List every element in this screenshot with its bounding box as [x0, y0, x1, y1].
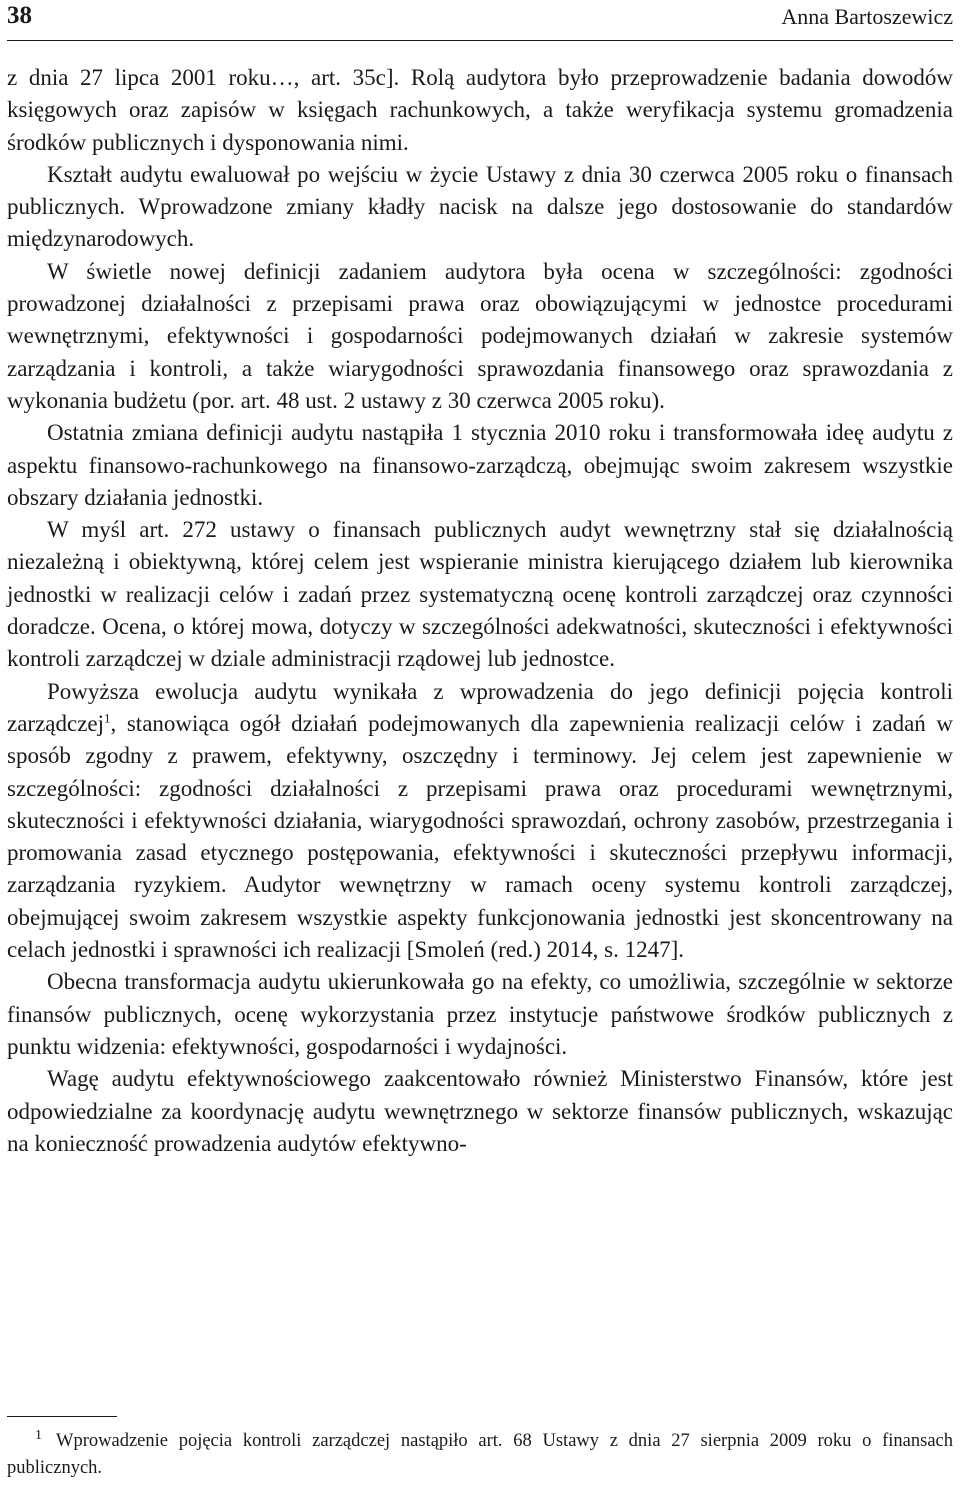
paragraph-2: Kształt audytu ewaluował po wejściu w życie Ustawy z dnia 30 czerwca 2005 roku o finansach publicznych. Wprowadzone zmiany kładły nacisk na dalsze jego dostosowanie do standardów międzynarodowych. [7, 161, 953, 252]
running-header [7, 0, 953, 41]
paragraph-6 [7, 676, 953, 967]
page-number: 38 [7, 2, 32, 29]
footnote-text: Wprowadzenie pojęcia kontroli zarządczej nastąpiło art. 68 Ustawy z dnia 27 sierpnia 2009 roku o finansach publicznych. [7, 1431, 953, 1478]
body-text [7, 62, 953, 1160]
paragraph-5: W myśl art. 272 ustawy o finansach publicznych audyt wewnętrzny stał się działalnością niezależną i obiektywną, której celem jest wspieranie ministra kierującego działem lub kierownika jednostki w realizacji celów i zadań przez systematyczną ocenę kontroli zarządczej oraz czynności doradcze. Ocena, o której mowa, dotyczy w szczególności adekwatności, skuteczności i efektywności kontroli zarządczej w dziale administracji rządowej lub jednostce. [7, 517, 953, 672]
running-header-author: Anna Bartoszewicz [781, 4, 953, 29]
paragraph-4: Ostatnia zmiana definicji audytu nastąpiła 1 stycznia 2010 roku i transformowała ideę audytu z aspektu finansowo-rachunkowego na finansowo-zarządczą, obejmując swoim zakresem wszystkie obszary działania jednostki. [7, 420, 953, 510]
paragraph-3: W świetle nowej definicji zadaniem audytora była ocena w szczególności: zgodności prowadzonej działalności z przepisami prawa oraz obowiązującymi w jednostce procedurami wewnętrznymi, efektywności i gospodarności podejmowanych działań w zakresie systemów zarządzania i kontroli, a także wiarygodności sprawozdania finansowego oraz sprawozdania z wykonania budżetu (por. art. 48 ust. 2 ustawy z 30 czerwca 2005 roku). [7, 258, 953, 413]
footnote-mark: 1 [35, 1427, 42, 1443]
paragraph-7: Obecna transformacja audytu ukierunkowała go na efekty, co umożliwia, szczególnie w sektorze finansów publicznych, ocenę wykorzystania przez instytucje państwowe środków publicznych z punktu widzenia: efektywności, gospodarności i wydajności. [7, 969, 953, 1059]
paragraph-6-text-end: , stanowiąca ogół działań podejmowanych dla zapewnienia realizacji celów i zadań w sposób zgodny z prawem, efektywny, oszczędny i terminowy. Jej celem jest zapewnienie w szczególności: zgodności działalności z przepisami prawa oraz procedurami wewnętrznymi, skuteczności i efektywności działania, wiarygodności sprawozdań, ochrony zasobów, przestrzegania i promowania zasad etycznego postępowania, efektywności i skuteczności przepływu informacji, zarządzania ryzykiem. Audytor wewnętrzny w ramach oceny systemu kontroli zarządczej, obejmującej swoim zakresem wszystkie aspekty funkcjonowania jednostki jest skoncentrowany na celach jednostki i sprawności ich realizacji [Smoleń (red.) 2014, s. 1247]. [7, 710, 953, 963]
paragraph-1: z dnia 27 lipca 2001 roku…, art. 35c]. Rolą audytora było przeprowadzenie badania dowodów księgowych oraz zapisów w księgach rachunkowych, a także weryfikacja systemu gromadzenia środków publicznych i dysponowania nimi. [7, 65, 953, 155]
paragraph-8: Wagę audytu efektywnościowego zaakcentowało również Ministerstwo Finansów, które jest odpowiedzialne za koordynację audytu wewnętrznego w sektorze finansów publicznych, wskazując na konieczność prowadzenia audytów efektywno- [7, 1066, 953, 1156]
paragraph-6-text-start: Powyższa ewolucja audytu wynikała z wprowadzenia do jego definicji pojęcia kontroli zarządczej [7, 678, 953, 736]
footnote-reference[interactable]: 1 [104, 710, 111, 726]
footnote-separator [7, 1416, 117, 1417]
footnote [7, 1428, 953, 1482]
